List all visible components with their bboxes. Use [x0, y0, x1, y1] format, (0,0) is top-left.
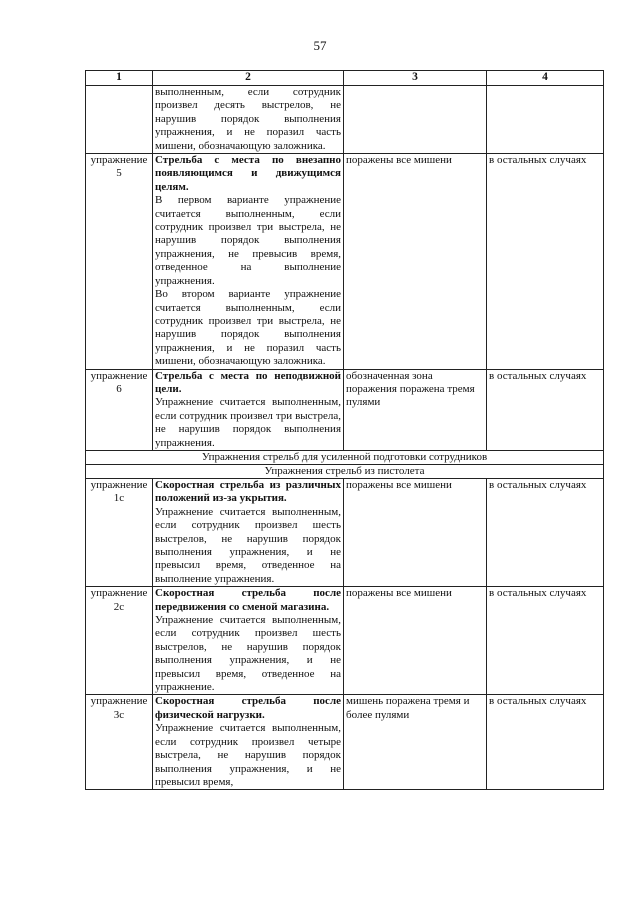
column-header: 4	[487, 71, 604, 86]
description-paragraph: Во втором варианте упражнение считается выполненным, если сотрудник произвел три выстрела, не нарушив порядок выполнения упражнения, и не поразил часть мишени, обозначающую заложника.	[155, 288, 341, 368]
description-paragraph: Упражнение считается выполненным, если сотрудник произвел три выстрела, не нарушив порядок выполнения упражнения.	[155, 396, 341, 449]
description-paragraph: Упражнение считается выполненным, если сотрудник произвел шесть выстрелов, не нарушив порядок выполнения упражнения, и не превысил время, отведенное на выполнение упражнения.	[155, 505, 341, 585]
other-cell: в остальных случаях	[487, 369, 604, 450]
table-row	[86, 478, 604, 586]
exercise-title: Стрельба с места по неподвижной цели.	[155, 369, 341, 395]
exercise-number: 6	[116, 382, 122, 395]
table-row	[86, 369, 604, 450]
column-header: 1	[86, 71, 153, 86]
description-cell	[153, 86, 344, 154]
subsection-heading-row	[86, 464, 604, 478]
exercise-cell	[86, 154, 153, 370]
other-cell	[487, 86, 604, 154]
section-heading: Упражнения стрельб для усиленной подготовки сотрудников	[86, 450, 604, 464]
exercise-title: Скоростная стрельба после физической нагрузки.	[155, 695, 341, 721]
column-header: 3	[344, 71, 487, 86]
exercise-label: упражнение	[90, 478, 148, 491]
description-cell	[153, 587, 344, 695]
section-heading-row	[86, 450, 604, 464]
exercise-label: упражнение	[90, 369, 148, 382]
description-paragraph: Упражнение считается выполненным, если сотрудник произвел четыре выстрела, не нарушив порядок выполнения упражнения, и не превысил время,	[155, 722, 341, 788]
result-cell: поражены все мишени	[344, 587, 487, 695]
exercise-cell	[86, 369, 153, 450]
column-header: 2	[153, 71, 344, 86]
description-paragraph: Упражнение считается выполненным, если сотрудник произвел шесть выстрелов, не нарушив порядок выполнения упражнения, и не превысил время, отведенное на упражнение.	[155, 614, 341, 694]
other-cell: в остальных случаях	[487, 695, 604, 790]
description-cell	[153, 154, 344, 370]
table-row	[86, 154, 604, 370]
subsection-heading: Упражнения стрельб из пистолета	[86, 464, 604, 478]
other-cell: в остальных случаях	[487, 154, 604, 370]
table-row	[86, 86, 604, 154]
other-cell: в остальных случаях	[487, 478, 604, 586]
other-cell: в остальных случаях	[487, 587, 604, 695]
description-cell	[153, 369, 344, 450]
page-number: 57	[313, 38, 327, 53]
result-cell: мишень поражена тремя и более пулями	[344, 695, 487, 790]
exercise-label: упражнение	[90, 695, 148, 708]
exercise-cell	[86, 478, 153, 586]
description-cell	[153, 695, 344, 790]
exercise-cell	[86, 695, 153, 790]
table-header-row	[86, 71, 604, 86]
description-paragraph: выполненным, если сотрудник произвел десять выстрелов, не нарушив порядок выполнения упражнения, и не поразил часть мишени, обозначающую заложника.	[155, 86, 341, 152]
exercise-label: упражнение	[90, 587, 148, 600]
exercise-number: 2с	[113, 600, 125, 613]
exercise-title: Скоростная стрельба после передвижения со сменой магазина.	[155, 587, 341, 613]
exercise-number: 1с	[113, 492, 125, 505]
exercise-cell	[86, 587, 153, 695]
exercise-title: Скоростная стрельба из различных положений из-за укрытия.	[155, 478, 341, 505]
table-row	[86, 587, 604, 695]
table-row	[86, 695, 604, 790]
result-cell: поражены все мишени	[344, 478, 487, 586]
result-cell: обозначенная зона поражения поражена тремя пулями	[344, 369, 487, 450]
exercise-number: 3с	[113, 708, 125, 721]
description-cell	[153, 478, 344, 586]
result-cell: поражены все мишени	[344, 154, 487, 370]
exercise-number: 5	[116, 167, 122, 180]
exercise-label: упражнение	[90, 154, 148, 167]
exercise-cell	[86, 86, 153, 154]
exercise-table	[85, 70, 604, 790]
exercise-title: Стрельба с места по внезапно появляющимся и движущимся целям.	[155, 154, 341, 193]
result-cell	[344, 86, 487, 154]
description-paragraph: В первом варианте упражнение считается выполненным, если сотрудник произвел три выстрела, не нарушив порядок выполнения упражнения, не превысив время, отведенное на выполнение упражнения.	[155, 194, 341, 287]
